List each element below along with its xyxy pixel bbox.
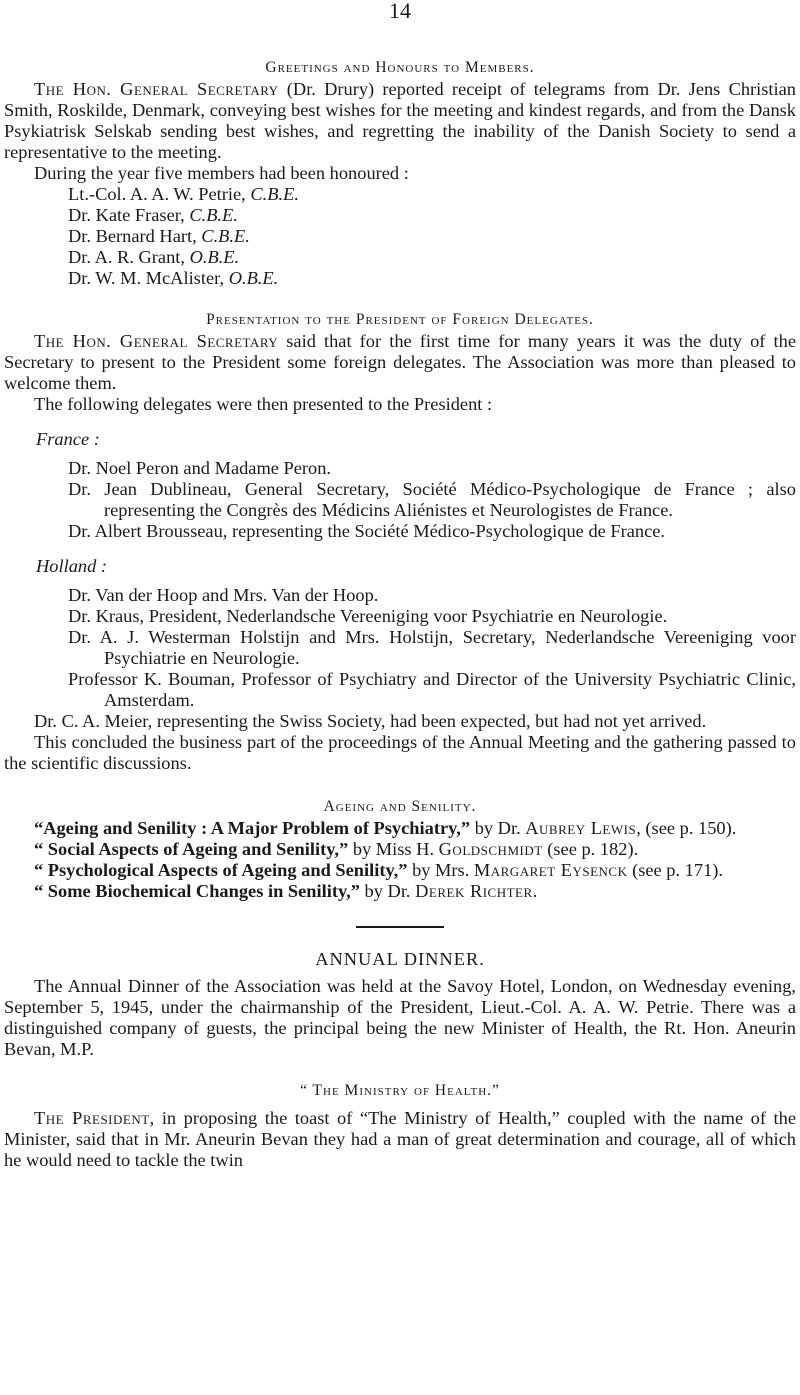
delegate-entry: Professor K. Bouman, Professor of Psychiatry and Director of the University Psychiatric Clinic, Amsterdam. bbox=[68, 669, 796, 710]
ministry-p1-lead: The President bbox=[34, 1108, 150, 1128]
honours-item: Dr. A. R. Grant, O.B.E. bbox=[68, 247, 240, 267]
presentation-paragraph-3: Dr. C. A. Meier, representing the Swiss Society, had been expected, but had not yet arrived. bbox=[34, 711, 707, 731]
section-heading-dinner: ANNUAL DINNER. bbox=[315, 949, 485, 969]
ministry-paragraph bbox=[4, 1108, 796, 1171]
page-number: 14 bbox=[389, 0, 411, 23]
honours-list bbox=[4, 184, 796, 289]
section-heading-presentation: Presentation to the President of Foreign Delegates. bbox=[206, 311, 594, 328]
presentation-p1-rest: said that for the first time for many years it was the duty of the Secretary to present to the President some foreign delegates. The Association was more than pleased to welcome them. bbox=[4, 331, 796, 393]
dinner-paragraph: The Annual Dinner of the Association was held at the Savoy Hotel, London, on Wednesday evening, September 5, 1945, under the chairmanship of the President, Lieut.-Col. A. A. W. Petrie. There was a distinguished company of guests, the principal being the new Minister of Health, the Rt. Hon. Aneurin Bevan, M.P. bbox=[4, 976, 796, 1059]
presentation-p1-lead: The Hon. General Secretary bbox=[34, 331, 279, 351]
section-heading-ministry: “ The Ministry of Health.” bbox=[300, 1082, 500, 1099]
document-page bbox=[4, 0, 796, 1171]
country-label-holland: Holland : bbox=[36, 556, 108, 576]
honours-item: Dr. W. M. McAlister, O.B.E. bbox=[68, 268, 279, 288]
honours-item: Dr. Bernard Hart, C.B.E. bbox=[68, 226, 250, 246]
section-heading-greetings: Greetings and Honours to Members. bbox=[265, 59, 535, 76]
greetings-p1-lead: The Hon. General Secretary bbox=[34, 79, 279, 99]
presentation-paragraph-2: The following delegates were then presented to the President : bbox=[34, 394, 493, 414]
honours-item: Dr. Kate Fraser, C.B.E. bbox=[68, 205, 238, 225]
greetings-p1-rest: (Dr. Drury) reported receipt of telegrams from Dr. Jens Christian Smith, Roskilde, Denmark, conveying best wishes for the meeting and kindest regards, and from the Dansk Psykiatrisk Selskab sending best wishes, and regretting the inability of the Danish Society to send a representative to the meeting. bbox=[4, 79, 796, 162]
paper-citation: “ Psychological Aspects of Ageing and Senility,” by Mrs. Margaret Eysenck (see p. 171). bbox=[34, 860, 723, 880]
delegate-entry: Dr. Van der Hoop and Mrs. Van der Hoop. bbox=[68, 585, 379, 605]
delegate-entry: Dr. Noel Peron and Madame Peron. bbox=[68, 458, 332, 478]
paper-citation: “ Some Biochemical Changes in Senility,” by Dr. Derek Richter. bbox=[34, 881, 538, 901]
greetings-paragraph-1 bbox=[4, 79, 796, 163]
paper-citation: “ Social Aspects of Ageing and Senility,” by Miss H. Goldschmidt (see p. 182). bbox=[34, 839, 639, 859]
paper-citation: “Ageing and Senility : A Major Problem of Psychiatry,” by Dr. Aubrey Lewis, (see p. 150). bbox=[34, 818, 737, 838]
delegate-entry: Dr. A. J. Westerman Holstijn and Mrs. Holstijn, Secretary, Nederlandsche Vereeniging voor Psychiatrie en Neurologie. bbox=[68, 627, 796, 668]
ministry-p1-rest: , in proposing the toast of “The Ministry of Health,” coupled with the name of the Minister, said that in Mr. Aneurin Bevan they had a man of great determination and courage, all of which he would need to tackle the twin bbox=[4, 1108, 797, 1170]
delegate-entry: Dr. Albert Brousseau, representing the Société Médico-Psychologique de France. bbox=[68, 521, 666, 541]
honours-item: Lt.-Col. A. A. W. Petrie, C.B.E. bbox=[68, 184, 299, 204]
greetings-paragraph-2: During the year five members had been honoured : bbox=[34, 163, 409, 183]
presentation-paragraph-1 bbox=[4, 331, 796, 394]
presentation-paragraph-4: This concluded the business part of the proceedings of the Annual Meeting and the gathering passed to the scientific discussions. bbox=[4, 732, 796, 773]
delegate-entry: Dr. Kraus, President, Nederlandsche Vereeniging voor Psychiatrie en Neurologie. bbox=[68, 606, 668, 626]
delegate-entry: Dr. Jean Dublineau, General Secretary, Société Médico-Psychologique de France ; also representing the Congrès des Médicins Aliénistes et Neurologistes de France. bbox=[68, 479, 796, 520]
section-heading-ageing: Ageing and Senility. bbox=[323, 798, 477, 815]
country-label-france: France : bbox=[36, 429, 100, 449]
